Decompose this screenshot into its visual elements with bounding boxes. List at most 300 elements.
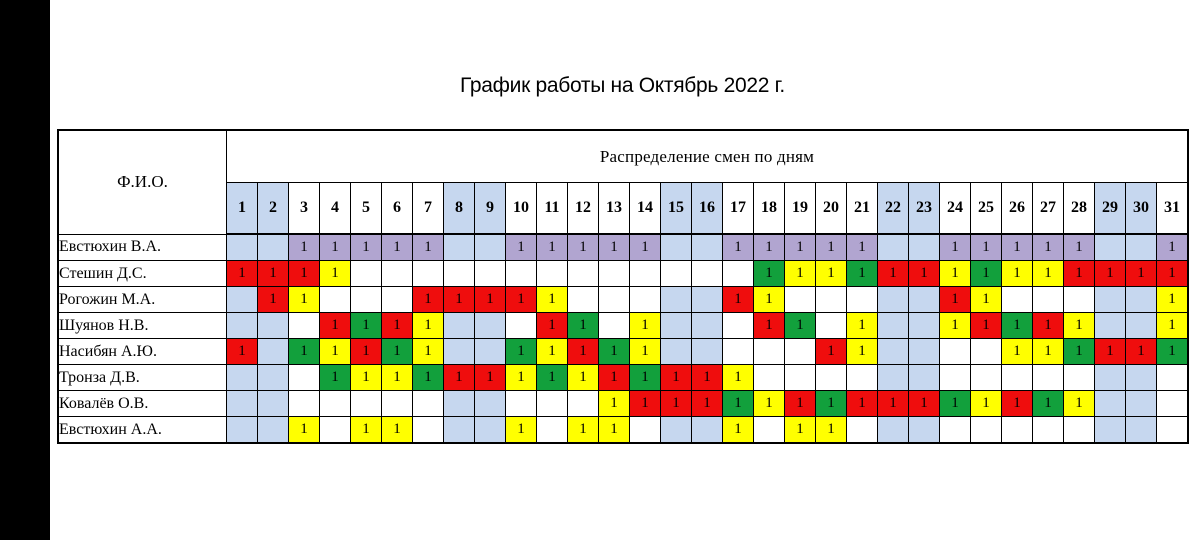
table-row [58, 261, 1188, 287]
shift-cell [1126, 234, 1157, 261]
day-header-25: 25 [971, 183, 1002, 235]
shift-cell [568, 287, 599, 313]
shift-cell [940, 365, 971, 391]
shift-cell: 1 [692, 365, 723, 391]
shift-cell: 1 [227, 339, 258, 365]
shift-cell: 1 [816, 339, 847, 365]
shift-cell [444, 261, 475, 287]
shift-cell: 1 [537, 287, 568, 313]
shift-cell [785, 287, 816, 313]
shift-cell [909, 339, 940, 365]
shift-cell [258, 391, 289, 417]
shift-cell: 1 [568, 313, 599, 339]
shift-cell [289, 391, 320, 417]
shift-cell: 1 [940, 234, 971, 261]
day-header-6: 6 [382, 183, 413, 235]
shift-cell: 1 [754, 261, 785, 287]
shift-cell [940, 417, 971, 444]
shift-cell: 1 [1002, 234, 1033, 261]
shift-cell [878, 287, 909, 313]
shift-cell [909, 287, 940, 313]
shift-cell [692, 261, 723, 287]
shift-cell [630, 261, 661, 287]
day-header-29: 29 [1095, 183, 1126, 235]
shift-cell [1064, 287, 1095, 313]
shift-cell [878, 313, 909, 339]
shift-cell [537, 261, 568, 287]
shift-cell [227, 417, 258, 444]
shift-cell: 1 [847, 313, 878, 339]
shift-cell [258, 339, 289, 365]
shift-cell [1126, 417, 1157, 444]
shift-cell [1002, 365, 1033, 391]
page-title: График работы на Октябрь 2022 г. [460, 74, 785, 97]
shift-cell: 1 [1033, 234, 1064, 261]
shift-cell: 1 [909, 391, 940, 417]
schedule-table [57, 129, 1189, 444]
day-header-15: 15 [661, 183, 692, 235]
employee-name: Тронза Д.В. [58, 365, 227, 391]
table-row [58, 365, 1188, 391]
shift-cell [537, 417, 568, 444]
shift-cell [351, 287, 382, 313]
shift-cell [320, 391, 351, 417]
shift-cell [754, 339, 785, 365]
day-header-2: 2 [258, 183, 289, 235]
shift-cell: 1 [723, 391, 754, 417]
employee-name: Ковалёв О.В. [58, 391, 227, 417]
shift-cell: 1 [754, 234, 785, 261]
day-header-12: 12 [568, 183, 599, 235]
shift-cell: 1 [1064, 313, 1095, 339]
shift-cell [692, 234, 723, 261]
shift-cell: 1 [1033, 339, 1064, 365]
shift-cell: 1 [413, 313, 444, 339]
shift-cell: 1 [568, 417, 599, 444]
day-header-7: 7 [413, 183, 444, 235]
shift-cell: 1 [1002, 261, 1033, 287]
shift-cell: 1 [940, 261, 971, 287]
shift-cell [1033, 365, 1064, 391]
day-header-10: 10 [506, 183, 537, 235]
shift-cell: 1 [475, 287, 506, 313]
shift-cell [1033, 417, 1064, 444]
shift-cell: 1 [630, 234, 661, 261]
shift-cell: 1 [971, 287, 1002, 313]
shift-cell [971, 339, 1002, 365]
shift-cell: 1 [258, 287, 289, 313]
table-row [58, 287, 1188, 313]
shift-cell: 1 [723, 417, 754, 444]
shift-cell [1002, 287, 1033, 313]
employee-name: Стешин Д.С. [58, 261, 227, 287]
shift-cell [1126, 391, 1157, 417]
shift-cell [785, 339, 816, 365]
shift-cell [1002, 417, 1033, 444]
table-row [58, 339, 1188, 365]
shift-cell: 1 [599, 234, 630, 261]
shift-cell: 1 [816, 417, 847, 444]
shift-cell [475, 261, 506, 287]
shift-cell [909, 313, 940, 339]
shift-cell [1095, 365, 1126, 391]
shift-cell: 1 [599, 365, 630, 391]
shift-cell: 1 [568, 365, 599, 391]
shift-cell [382, 391, 413, 417]
shift-cell: 1 [754, 313, 785, 339]
shift-cell: 1 [630, 339, 661, 365]
shift-cell [754, 417, 785, 444]
shift-cell: 1 [599, 417, 630, 444]
shift-cell: 1 [382, 417, 413, 444]
shift-cell [506, 261, 537, 287]
shift-cell: 1 [506, 234, 537, 261]
shift-cell: 1 [1157, 339, 1189, 365]
shift-cell: 1 [909, 261, 940, 287]
shift-cell [661, 313, 692, 339]
shift-cell [444, 313, 475, 339]
shift-cell [413, 417, 444, 444]
day-header-11: 11 [537, 183, 568, 235]
day-header-26: 26 [1002, 183, 1033, 235]
day-header-23: 23 [909, 183, 940, 235]
shift-cell: 1 [785, 417, 816, 444]
fio-header: Ф.И.О. [58, 130, 227, 234]
shift-cell: 1 [661, 365, 692, 391]
shift-cell: 1 [754, 287, 785, 313]
day-header-21: 21 [847, 183, 878, 235]
shift-cell: 1 [382, 234, 413, 261]
shift-cell [630, 287, 661, 313]
shift-cell: 1 [971, 313, 1002, 339]
shift-cell: 1 [1033, 313, 1064, 339]
shift-cell [847, 417, 878, 444]
shift-cell [258, 417, 289, 444]
shift-cell [878, 365, 909, 391]
table-row [58, 313, 1188, 339]
shift-cell: 1 [785, 313, 816, 339]
shift-cell: 1 [878, 391, 909, 417]
day-header-28: 28 [1064, 183, 1095, 235]
shift-cell: 1 [289, 261, 320, 287]
shift-cell [475, 234, 506, 261]
shift-cell: 1 [723, 287, 754, 313]
shift-cell: 1 [1157, 313, 1189, 339]
shift-cell: 1 [816, 391, 847, 417]
employee-name: Шуянов Н.В. [58, 313, 227, 339]
shift-cell: 1 [506, 287, 537, 313]
shift-cell: 1 [816, 261, 847, 287]
shift-cell: 1 [971, 391, 1002, 417]
shift-cell: 1 [289, 234, 320, 261]
shift-cell: 1 [506, 417, 537, 444]
shift-cell: 1 [444, 287, 475, 313]
shift-cell: 1 [1064, 339, 1095, 365]
shift-cell [630, 417, 661, 444]
shift-cell: 1 [413, 234, 444, 261]
shift-cell: 1 [382, 339, 413, 365]
shift-cell [692, 287, 723, 313]
shift-cell [785, 365, 816, 391]
shift-cell [1095, 417, 1126, 444]
shift-cell: 1 [568, 339, 599, 365]
day-header-8: 8 [444, 183, 475, 235]
shift-cell [227, 313, 258, 339]
shift-cell [816, 365, 847, 391]
shift-cell: 1 [1157, 234, 1189, 261]
shift-cell [1033, 287, 1064, 313]
shift-cell [320, 417, 351, 444]
shift-cell [382, 261, 413, 287]
shift-cell [258, 234, 289, 261]
shift-cell: 1 [940, 313, 971, 339]
shift-cell: 1 [878, 261, 909, 287]
shift-cell [320, 287, 351, 313]
shift-cell [723, 313, 754, 339]
shift-cell: 1 [940, 287, 971, 313]
shift-cell [661, 234, 692, 261]
employee-name: Рогожин М.А. [58, 287, 227, 313]
shift-cell [1064, 417, 1095, 444]
shift-cell: 1 [413, 365, 444, 391]
day-header-1: 1 [227, 183, 258, 235]
shift-cell [444, 417, 475, 444]
shift-cell [1095, 234, 1126, 261]
shift-cell [475, 417, 506, 444]
shift-cell [506, 313, 537, 339]
shift-cell: 1 [599, 391, 630, 417]
shift-cell [1157, 417, 1189, 444]
shift-cell: 1 [289, 417, 320, 444]
shift-cell: 1 [320, 365, 351, 391]
shift-cell [444, 234, 475, 261]
shift-cell [754, 365, 785, 391]
shift-cell: 1 [630, 365, 661, 391]
shift-cell [909, 417, 940, 444]
shift-cell [289, 365, 320, 391]
shift-cell [506, 391, 537, 417]
shift-cell: 1 [785, 261, 816, 287]
day-header-30: 30 [1126, 183, 1157, 235]
day-header-16: 16 [692, 183, 723, 235]
shift-cell: 1 [630, 313, 661, 339]
shift-cell: 1 [1033, 261, 1064, 287]
shift-cell: 1 [227, 261, 258, 287]
shift-cell [227, 391, 258, 417]
shift-cell [692, 417, 723, 444]
shift-cell [816, 313, 847, 339]
shift-cell [599, 261, 630, 287]
shift-cell: 1 [1064, 234, 1095, 261]
shift-cell: 1 [537, 339, 568, 365]
shift-cell: 1 [537, 365, 568, 391]
shift-cell [723, 339, 754, 365]
day-header-14: 14 [630, 183, 661, 235]
shift-cell [847, 365, 878, 391]
shift-cell [661, 417, 692, 444]
shift-cell [971, 365, 1002, 391]
day-header-17: 17 [723, 183, 754, 235]
shift-cell [289, 313, 320, 339]
shift-cell: 1 [351, 313, 382, 339]
shift-cell [599, 287, 630, 313]
shift-cell: 1 [568, 234, 599, 261]
shift-cell: 1 [785, 234, 816, 261]
shift-cell: 1 [847, 261, 878, 287]
shift-cell: 1 [1157, 287, 1189, 313]
shift-cell: 1 [1002, 339, 1033, 365]
shift-cell [816, 287, 847, 313]
shift-cell [413, 391, 444, 417]
shift-cell: 1 [537, 234, 568, 261]
day-header-9: 9 [475, 183, 506, 235]
day-header-19: 19 [785, 183, 816, 235]
shift-cell: 1 [506, 365, 537, 391]
shift-cell [1095, 287, 1126, 313]
shift-cell: 1 [1002, 313, 1033, 339]
schedule-body [58, 234, 1188, 443]
shift-cell: 1 [661, 391, 692, 417]
shift-cell [909, 234, 940, 261]
shift-cell: 1 [289, 339, 320, 365]
shift-cell [1157, 391, 1189, 417]
shift-cell: 1 [413, 339, 444, 365]
shift-cell: 1 [475, 365, 506, 391]
shift-cell [351, 391, 382, 417]
shift-cell: 1 [847, 339, 878, 365]
shift-cell [692, 313, 723, 339]
shift-cell: 1 [537, 313, 568, 339]
table-row [58, 234, 1188, 261]
day-header-24: 24 [940, 183, 971, 235]
shift-cell [878, 339, 909, 365]
shift-cell [537, 391, 568, 417]
shift-cell [475, 391, 506, 417]
distribution-header: Распределение смен по дням [227, 130, 1189, 183]
day-header-13: 13 [599, 183, 630, 235]
day-header-31: 31 [1157, 183, 1189, 235]
shift-cell [940, 339, 971, 365]
day-header-18: 18 [754, 183, 785, 235]
shift-cell [1126, 287, 1157, 313]
shift-cell: 1 [351, 417, 382, 444]
shift-cell [351, 261, 382, 287]
shift-cell [258, 365, 289, 391]
shift-cell: 1 [1033, 391, 1064, 417]
shift-cell [599, 313, 630, 339]
shift-cell: 1 [971, 234, 1002, 261]
shift-cell: 1 [630, 391, 661, 417]
day-header-row [58, 183, 1188, 235]
shift-cell [444, 391, 475, 417]
shift-cell [444, 339, 475, 365]
shift-cell: 1 [444, 365, 475, 391]
shift-cell: 1 [1157, 261, 1189, 287]
shift-cell [1095, 313, 1126, 339]
shift-cell: 1 [382, 365, 413, 391]
shift-cell [909, 365, 940, 391]
shift-cell [475, 313, 506, 339]
shift-cell: 1 [351, 234, 382, 261]
shift-cell: 1 [1064, 391, 1095, 417]
shift-cell: 1 [351, 365, 382, 391]
shift-cell [1126, 365, 1157, 391]
day-header-5: 5 [351, 183, 382, 235]
shift-cell [382, 287, 413, 313]
shift-cell: 1 [723, 365, 754, 391]
shift-cell: 1 [1126, 261, 1157, 287]
shift-cell: 1 [320, 261, 351, 287]
shift-cell [413, 261, 444, 287]
shift-cell: 1 [258, 261, 289, 287]
shift-cell: 1 [1002, 391, 1033, 417]
shift-cell [723, 261, 754, 287]
shift-cell [1064, 365, 1095, 391]
shift-cell [878, 234, 909, 261]
day-header-20: 20 [816, 183, 847, 235]
shift-cell: 1 [1064, 261, 1095, 287]
shift-cell [227, 365, 258, 391]
shift-cell [227, 287, 258, 313]
table-row [58, 391, 1188, 417]
employee-name: Насибян А.Ю. [58, 339, 227, 365]
shift-cell: 1 [289, 287, 320, 313]
day-header-27: 27 [1033, 183, 1064, 235]
shift-cell: 1 [971, 261, 1002, 287]
shift-cell: 1 [692, 391, 723, 417]
shift-cell [227, 234, 258, 261]
employee-name: Евстюхин А.А. [58, 417, 227, 444]
shift-cell: 1 [351, 339, 382, 365]
shift-cell: 1 [816, 234, 847, 261]
shift-cell: 1 [506, 339, 537, 365]
shift-cell [1126, 313, 1157, 339]
shift-cell [847, 287, 878, 313]
shift-cell: 1 [754, 391, 785, 417]
shift-cell: 1 [847, 391, 878, 417]
shift-cell: 1 [320, 234, 351, 261]
shift-cell: 1 [382, 313, 413, 339]
shift-cell [878, 417, 909, 444]
shift-cell [1157, 365, 1189, 391]
day-header-22: 22 [878, 183, 909, 235]
shift-cell [568, 261, 599, 287]
shift-cell [661, 287, 692, 313]
day-header-3: 3 [289, 183, 320, 235]
day-header-4: 4 [320, 183, 351, 235]
shift-cell: 1 [413, 287, 444, 313]
shift-cell: 1 [320, 313, 351, 339]
shift-cell [971, 417, 1002, 444]
employee-name: Евстюхин В.А. [58, 234, 227, 261]
shift-cell: 1 [599, 339, 630, 365]
shift-cell [568, 391, 599, 417]
table-row [58, 417, 1188, 444]
shift-cell [258, 313, 289, 339]
shift-cell: 1 [1126, 339, 1157, 365]
shift-cell: 1 [847, 234, 878, 261]
shift-cell: 1 [723, 234, 754, 261]
shift-cell: 1 [940, 391, 971, 417]
shift-cell: 1 [1095, 261, 1126, 287]
shift-cell: 1 [1095, 339, 1126, 365]
shift-cell [1095, 391, 1126, 417]
shift-cell [692, 339, 723, 365]
shift-cell [661, 261, 692, 287]
shift-cell: 1 [320, 339, 351, 365]
shift-cell [475, 339, 506, 365]
shift-cell [661, 339, 692, 365]
